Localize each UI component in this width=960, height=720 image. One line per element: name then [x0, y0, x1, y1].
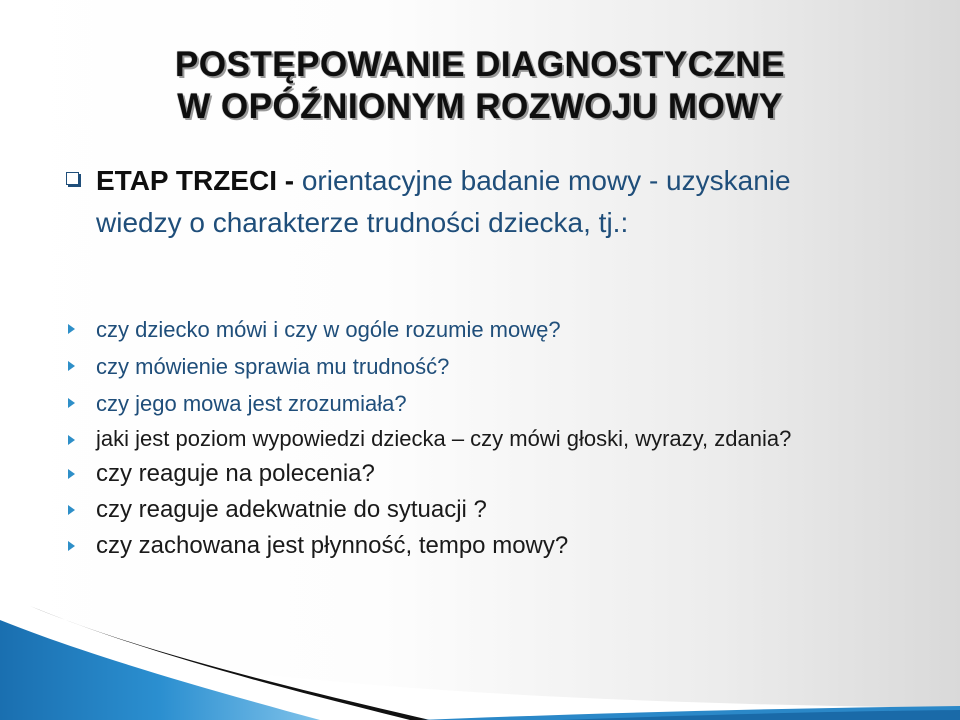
list-item-text: jaki jest poziom wypowiedzi dziecka – czy mówi głoski, wyrazy, zdania? — [96, 426, 792, 451]
main-point-text: orientacyjne badanie mowy - uzyskanie wiedzy o charakterze trudności dziecka, tj.: — [96, 165, 791, 238]
list-item-text: czy reaguje adekwatnie do sytuacji ? — [96, 496, 487, 523]
list-item-text: czy mówienie sprawia mu trudność? — [96, 354, 450, 379]
list-item — [0, 311, 856, 348]
list-item-text: czy jego mowa jest zrozumiała? — [96, 391, 407, 416]
list-item — [0, 456, 856, 492]
slide-title — [0, 44, 960, 128]
list-item-text: czy dziecko mówi i czy w ogóle rozumie mowę? — [96, 317, 561, 342]
list-item — [0, 385, 856, 422]
triangle-right-icon — [68, 469, 75, 479]
title-line-1: POSTĘPOWANIE DIAGNOSTYCZNE — [175, 45, 785, 84]
list-item — [0, 422, 856, 456]
list-item-text: czy reaguje na polecenia? — [96, 460, 375, 487]
list-item — [0, 492, 856, 528]
list-item — [0, 528, 856, 564]
triangle-right-icon — [68, 324, 75, 334]
title-line-2: W OPÓŹNIONYM ROZWOJU MOWY — [177, 87, 783, 126]
list-item — [0, 348, 856, 385]
triangle-right-icon — [68, 541, 75, 551]
question-list — [0, 311, 960, 564]
list-item-text: czy zachowana jest płynność, tempo mowy? — [96, 532, 569, 559]
triangle-right-icon — [68, 398, 75, 408]
main-point — [96, 160, 876, 244]
hollow-square-icon — [66, 172, 79, 185]
triangle-right-icon — [68, 361, 75, 371]
decorative-swoosh — [0, 590, 960, 720]
main-point-bold: ETAP TRZECI - — [96, 165, 295, 196]
triangle-right-icon — [68, 505, 75, 515]
triangle-right-icon — [68, 435, 75, 445]
